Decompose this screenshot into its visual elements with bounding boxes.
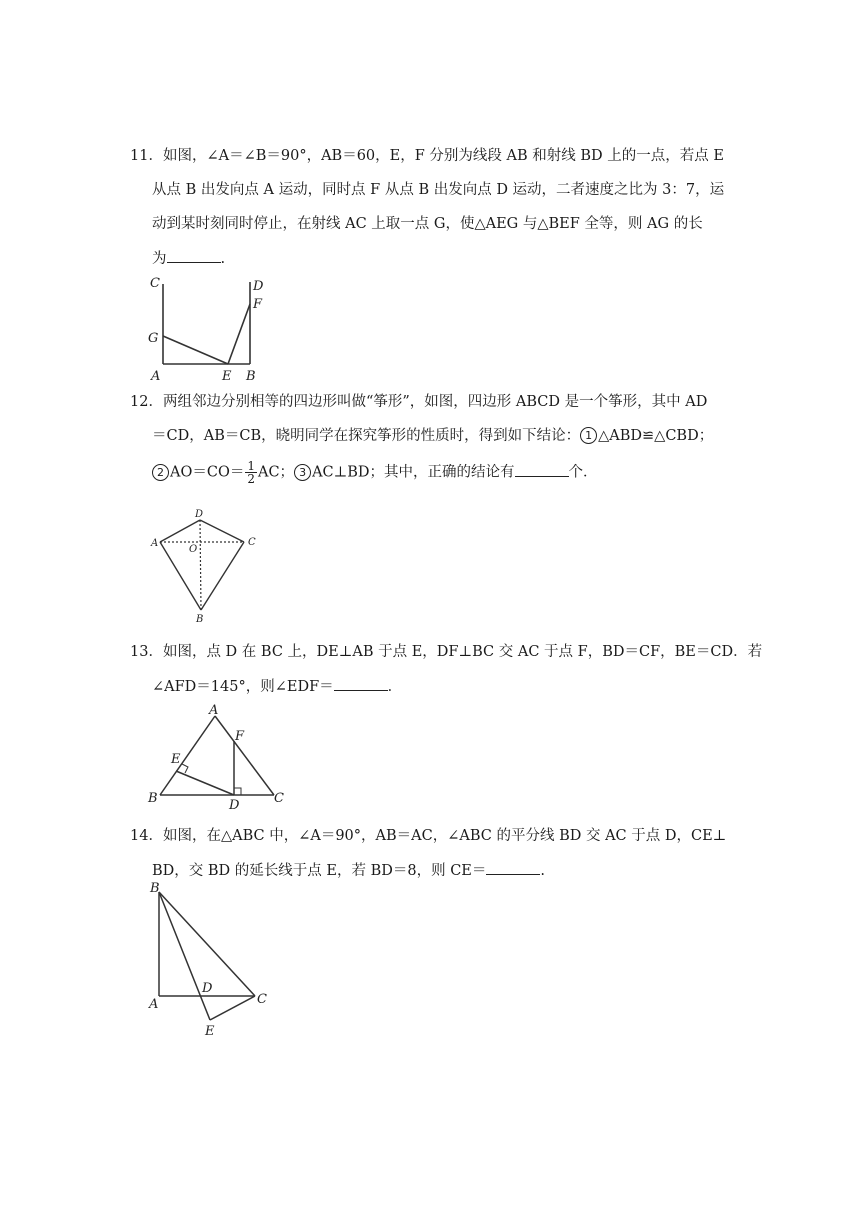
answer-blank-12[interactable]	[515, 462, 569, 477]
p13-line-2-text: ∠AFD＝145°，则∠EDF＝	[152, 679, 334, 695]
figure-14	[140, 878, 280, 1040]
figure-11	[140, 272, 280, 384]
p11-period: .	[220, 251, 226, 267]
p13-label-C: C	[274, 791, 284, 806]
p13-line-2	[152, 676, 402, 697]
p11-line-4	[152, 248, 225, 269]
p11-label-A: A	[151, 369, 161, 384]
p12-line-1: 12．两组邻边分别相等的四边形叫做“筝形”，如图，四边形 ABCD 是一个筝形，其中 AD	[130, 394, 708, 410]
fraction-numerator: 1	[247, 459, 255, 473]
answer-blank-11[interactable]	[167, 248, 221, 263]
fraction-denominator: 2	[247, 472, 255, 486]
p12-conclusion-1: △ABD≌△CBD；	[598, 428, 714, 444]
figure-12	[140, 506, 270, 628]
p14-label-B: B	[150, 881, 160, 896]
p11-line-2: 从点 B 出发向点 A 运动，同时点 F 从点 B 出发向点 D 运动，二者速度之比为 3：7，运	[152, 182, 725, 198]
p13-label-F: F	[235, 729, 245, 744]
circled-number-1: 1	[580, 427, 597, 444]
p11-label-G: G	[148, 331, 159, 346]
p11-line-4-text: 为	[152, 251, 167, 267]
p14-label-A: A	[149, 997, 159, 1012]
p12-line-2	[152, 426, 713, 446]
p11-label-E: E	[222, 369, 232, 384]
p12-conclusion-2b: AC；	[257, 464, 295, 481]
p11-label-C: C	[150, 276, 160, 291]
p13-period: ．	[387, 679, 403, 695]
p12-conclusion-2a: AO＝CO＝	[170, 464, 245, 481]
p12-line-3	[152, 460, 598, 485]
p11-label-B: B	[246, 369, 256, 384]
p14-period: .	[540, 863, 545, 879]
answer-blank-13[interactable]	[334, 676, 388, 691]
p12-line-2-text: ＝CD，AB＝CB，晓明同学在探究筝形的性质时，得到如下结论：	[152, 428, 581, 444]
p14-label-C: C	[257, 992, 267, 1007]
p13-label-D: D	[229, 798, 240, 813]
p13-label-B: B	[148, 791, 158, 806]
p11-label-F: F	[253, 297, 263, 312]
fraction-one-half	[245, 460, 257, 485]
figure-13	[140, 700, 300, 812]
p12-label-C: C	[248, 537, 256, 548]
p13-label-E: E	[171, 752, 181, 767]
p12-label-A: A	[151, 538, 159, 549]
p12-label-B: B	[196, 614, 204, 625]
answer-blank-14[interactable]	[486, 860, 540, 875]
p12-tail: 个．	[568, 464, 598, 481]
p14-line-1: 14．如图，在△ABC 中，∠A＝90°，AB＝AC，∠ABC 的平分线 BD 交 AC 于点 D，CE⊥	[130, 828, 727, 844]
p12-label-O: O	[189, 544, 198, 555]
p12-conclusion-3: AC⊥BD；其中，正确的结论有	[312, 464, 515, 481]
circled-number-2: 2	[152, 464, 169, 481]
p14-label-D: D	[202, 981, 213, 996]
circled-number-3: 3	[294, 464, 311, 481]
p13-label-A: A	[209, 703, 219, 718]
p13-line-1: 13．如图，点 D 在 BC 上，DE⊥AB 于点 E，DF⊥BC 交 AC 于点 F，BD＝CF，BE＝CD．若	[130, 644, 763, 660]
p11-label-D: D	[253, 279, 264, 294]
p14-label-E: E	[205, 1024, 215, 1039]
p11-line-1: 11．如图，∠A＝∠B＝90°，AB＝60，E，F 分别为线段 AB 和射线 BD 上的一点，若点 E	[130, 148, 724, 164]
p11-line-3: 动到某时刻同时停止，在射线 AC 上取一点 G，使△AEG 与△BEF 全等，则 AG 的长	[152, 216, 703, 232]
p14-line-2-text: BD，交 BD 的延长线于点 E，若 BD＝8，则 CE＝	[152, 863, 487, 879]
p12-label-D: D	[195, 509, 204, 520]
